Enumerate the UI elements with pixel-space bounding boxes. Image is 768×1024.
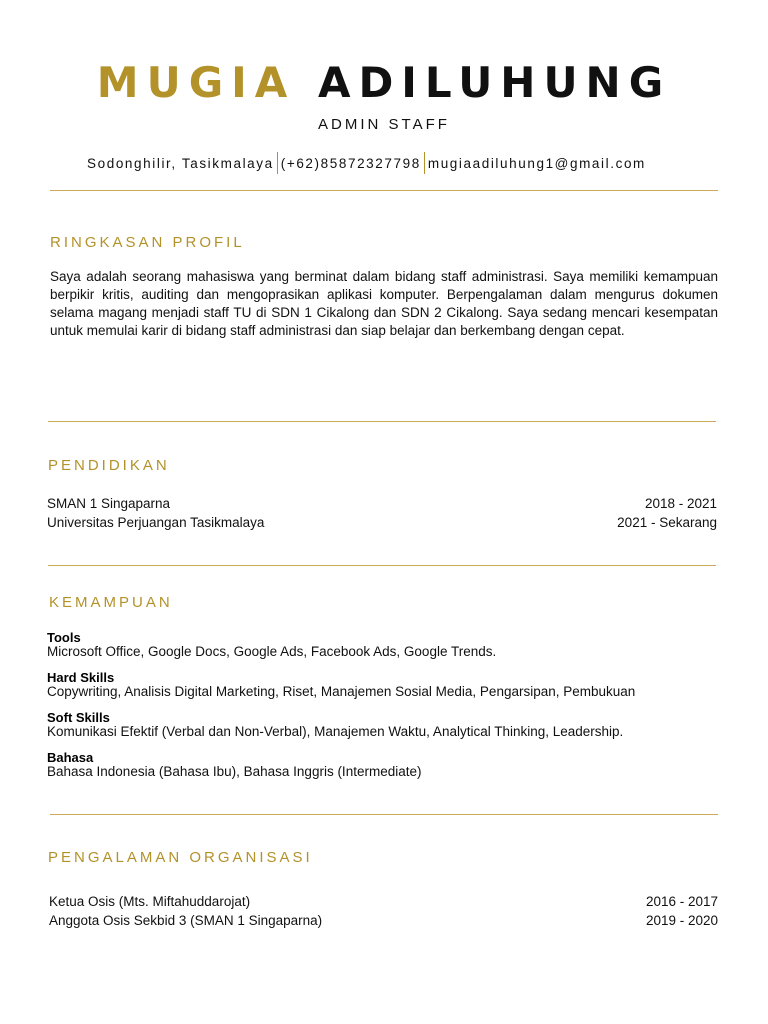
education-school: SMAN 1 Singaparna <box>47 496 171 511</box>
education-period: 2021 - Sekarang <box>617 515 717 530</box>
section-divider <box>48 565 716 566</box>
header-divider <box>50 190 718 191</box>
profile-heading: RINGKASAN PROFIL <box>50 234 245 251</box>
skill-group-label: Tools <box>47 630 81 645</box>
job-title: ADMIN STAFF <box>318 116 450 133</box>
organization-role: Anggota Osis Sekbid 3 (SMAN 1 Singaparna) <box>49 913 323 928</box>
organization-role: Ketua Osis (Mts. Miftahuddarojat) <box>49 894 251 909</box>
skills-heading: KEMAMPUAN <box>49 594 173 611</box>
contact-divider <box>277 152 278 174</box>
organization-period: 2019 - 2020 <box>645 913 718 928</box>
education-period: 2018 - 2021 <box>644 496 717 511</box>
address-text: Sodonghilir, Tasikmalaya <box>87 155 274 171</box>
skill-group-label: Hard Skills <box>47 670 115 685</box>
education-heading: PENDIDIKAN <box>48 457 170 474</box>
profile-summary: Saya adalah seorang mahasiswa yang berminat dalam bidang staff administrasi. Saya memiliki kemampuan berpikir kritis, auditing dan mengoprasikan aplikasi komputer. Berpengalaman dalam mengurus dokumen selama magang menjadi staff TU di SDN 1 Cikalong dan SDN 2 Cikalong. Saya sedang mencari kesempatan untuk memulai karir di bidang staff administrasi dan siap belajar dan berkembang dengan cepat. <box>50 269 718 338</box>
section-divider <box>48 421 716 422</box>
first-name: MUGIA <box>96 58 296 107</box>
education-row <box>47 513 717 532</box>
education-school: Universitas Perjuangan Tasikmalaya <box>47 515 265 530</box>
full-name <box>0 58 768 108</box>
skill-group-text: Microsoft Office, Google Docs, Google Ads, Facebook Ads, Google Trends. <box>47 644 497 659</box>
organization-row <box>49 911 718 930</box>
skill-group-label: Soft Skills <box>47 710 110 725</box>
skill-group-label: Bahasa <box>47 750 94 765</box>
contact-line <box>87 151 646 175</box>
organization-row <box>49 892 718 911</box>
organization-heading: PENGALAMAN ORGANISASI <box>48 849 313 866</box>
organization-period: 2016 - 2017 <box>645 894 718 909</box>
skill-group-text: Komunikasi Efektif (Verbal dan Non-Verbal), Manajemen Waktu, Analytical Thinking, Leadership. <box>47 724 624 739</box>
phone-text: (+62)85872327798 <box>280 155 421 171</box>
section-divider <box>50 814 718 815</box>
skill-group-text: Bahasa Indonesia (Bahasa Ibu), Bahasa Inggris (Intermediate) <box>47 764 422 779</box>
email-text: mugiaadiluhung1@gmail.com <box>427 155 646 171</box>
last-name: ADILUHUNG <box>317 58 672 107</box>
contact-divider <box>424 152 425 174</box>
education-row <box>47 494 717 513</box>
skill-group-text: Copywriting, Analisis Digital Marketing, Riset, Manajemen Sosial Media, Pengarsipan, Pembukuan <box>47 684 636 699</box>
